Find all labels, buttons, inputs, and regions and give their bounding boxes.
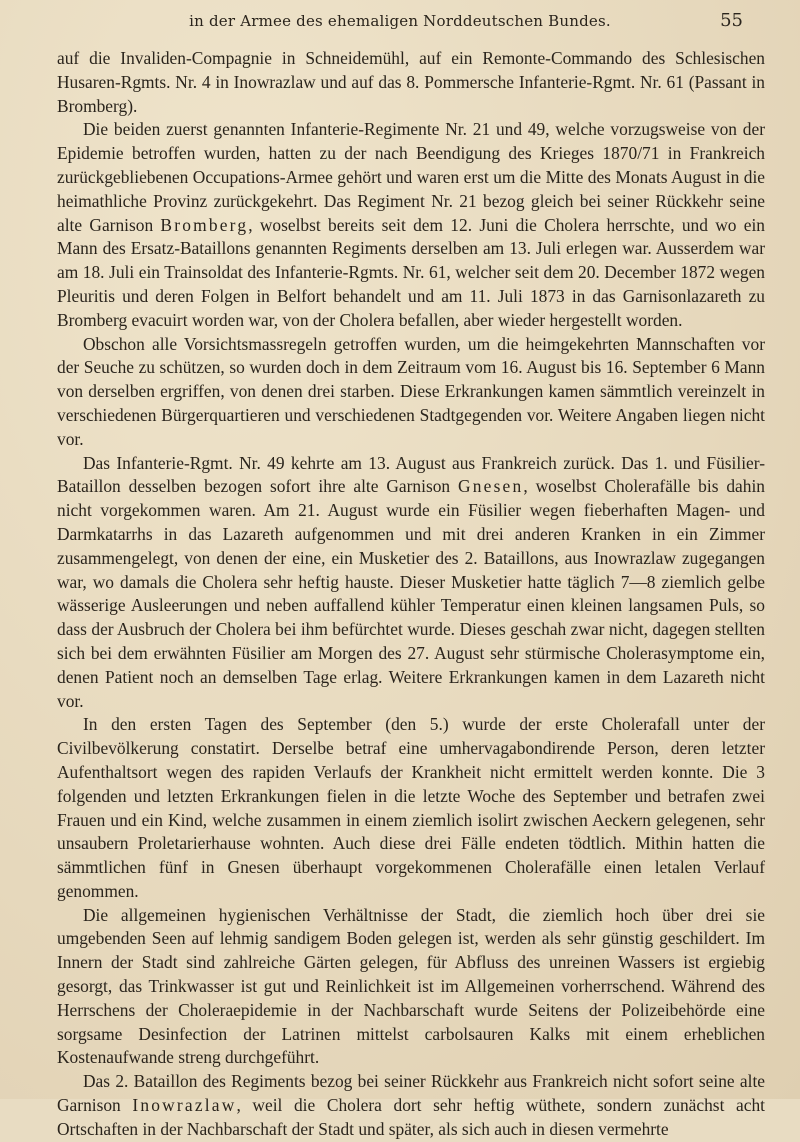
page-header — [0, 8, 800, 34]
running-head: in der Armee des ehemaligen Norddeutschen Bundes. — [189, 12, 611, 30]
paragraph-text: , woselbst bereits seit dem 12. Juni die Cholera herrschte, und wo ein Mann des Ersatz-Bataillons genannten Regiments derselben am 13. Juli erlegen war. Ausserdem war am 18. Juli ein Trainsoldat des Infanterie-Rgmts. Nr. 61, welcher seit dem 20. December 1872 wegen Pleuritis und deren Folgen in Belfort behandelt und am 11. Juli 1873 in das Garnisonlazareth zu Bromberg evacuirt worden war, von der Cholera befallen, aber wieder hergestellt worden. — [57, 214, 765, 330]
paragraph — [57, 1070, 765, 1141]
paragraph-text: Das 2. Bataillon des Regiments bezog bei seiner Rückkehr aus Frankreich nicht sofort seine alte Garnison — [57, 1071, 765, 1116]
paragraph-text: In den ersten Tagen des September (den 5.) wurde der erste Cholerafall unter der Civilbevölkerung constatirt. Derselbe betraf eine umhervagabondirende Person, deren letzter Aufenthaltsort wegen des rapiden Verlaufs der Krankheit nicht ermittelt werden konnte. Die 3 folgenden und letzten Erkrankungen fielen in die letzte Woche des September und betrafen zwei Frauen und ein Kind, welche zusammen in einem ziemlich isolirt zwischen Aeckern gelegenen, sehr unsaubern Proletarierhause wohnten. Auch diese drei Fälle endeten tödtlich. Mithin hatten die sämmtlichen fünf in Gnesen überhaupt vorgekommenen Cholerafälle einen letalen Verlauf genommen. — [57, 714, 765, 901]
page-number: 55 — [720, 10, 743, 31]
paragraph-text: Obschon alle Vorsichtsmassregeln getroffen wurden, um die heimgekehrten Mannschaften vor der Seuche zu schützen, so wurden doch in dem Zeitraum vom 16. August bis 16. September 6 Mann von derselben ergriffen, von denen drei starben. Diese Erkrankungen kamen sämmtlich vereinzelt in verschiedenen Bürgerquartieren und verschiedenen Stadtgegenden vor. Weitere Angaben liegen nicht vor. — [57, 333, 765, 449]
paragraph — [57, 47, 765, 118]
paragraph-text: auf die Invaliden-Compagnie in Schneidemühl, auf ein Remonte-Commando des Schlesischen Husaren-Rgmts. Nr. 4 in Inowrazlaw und auf das 8. Pommersche Infanterie-Rgmt. Nr. 61 (Passant in Bromberg). — [57, 48, 765, 116]
paragraph — [57, 452, 765, 714]
paragraph — [57, 713, 765, 903]
paragraph-text: Die allgemeinen hygienischen Verhältnisse der Stadt, die ziemlich hoch über drei sie umgebenden Seen auf lehmig sandigem Boden gelegen ist, werden als sehr günstig geschildert. Im Innern der Stadt sind zahlreiche Gärten gelegen, für Abfluss des unreinen Wassers ist ergiebig gesorgt, das Trinkwasser ist gut und Reinlichkeit ist im Allgemeinen vorherrschend. Während des Herrschens der Choleraepidemie in der Nachbarschaft wurde Seitens der Polizeibehörde eine sorgsame Desinfection der Latrinen mittelst carbolsauren Kalks mit einem erheblichen Kostenaufwande streng durchgeführt. — [57, 904, 765, 1068]
paragraph-text: Das Infanterie-Rgmt. Nr. 49 kehrte am 13. August aus Frankreich zurück. Das 1. und Füsilier-Bataillon desselben bezogen sofort ihre alte Garnison — [57, 452, 765, 497]
place-name-emphasis: Inowrazlaw — [132, 1095, 237, 1116]
paragraph-text: , weil die Cholera dort sehr heftig wüthete, sondern zunächst acht Ortschaften in der Nachbarschaft der Stadt und später, als sich auch in diesen vermehrte — [57, 1095, 765, 1139]
paragraph-text: Die beiden zuerst genannten Infanterie-Regimente Nr. 21 und 49, welche vorzugsweise von der Epidemie betroffen wurden, hatten zu der nach Beendigung des Krieges 1870/71 in Frankreich zurückgebliebenen Occupations-Armee gehört und waren erst um die Mitte des Monats August in die heimathliche Provinz zurückgekehrt. Das Regiment Nr. 21 bezog gleich bei seiner Rückkehr seine alte Garnison — [57, 119, 765, 235]
paragraph — [57, 118, 765, 332]
paragraph — [57, 333, 765, 452]
paragraph-text: , woselbst Cholerafälle bis dahin nicht vorgekommen waren. Am 21. August wurde ein Füsilier wegen fieberhaften Magen- und Darmkatarrhs in das Lazareth aufgenommen und mit drei anderen Kranken in ein Zimmer zusammengelegt, von denen der eine, ein Musketier des 2. Bataillons, aus Inowrazlaw zugegangen war, wo damals die Cholera sehr heftig hauste. Dieser Musketier hatte täglich 7—8 ziemlich gelbe wässerige Ausleerungen und neben auffallend kühler Temperatur einen kleinen langsamen Puls, so dass der Ausbruch der Cholera bei ihm befürchtet wurde. Dieses geschah zwar nicht, dagegen stellten sich bei dem erwähnten Füsilier am Morgen des 27. August sehr stürmische Cholerasymptome ein, denen Patient noch an demselben Tage erlag. Weitere Erkrankungen kamen in dem Lazareth nicht vor. — [57, 476, 766, 711]
place-name-emphasis: Bromberg — [160, 214, 249, 235]
paragraph — [57, 904, 765, 1071]
place-name-emphasis: Gnesen — [458, 476, 524, 497]
body-text — [57, 47, 765, 1142]
